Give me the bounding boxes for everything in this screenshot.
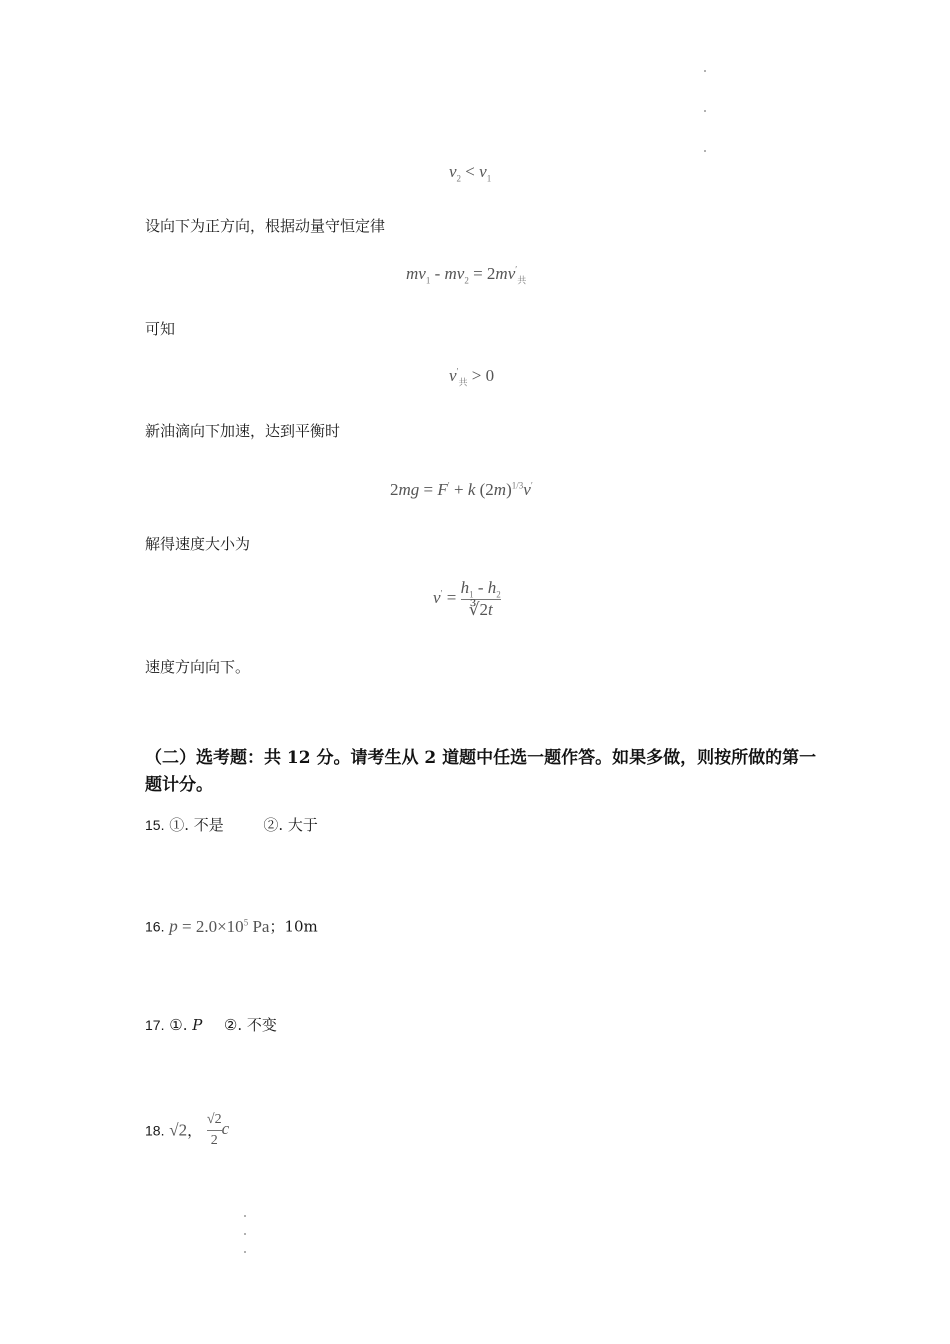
scan-dot [244,1233,246,1235]
answer-17 [145,1015,277,1035]
text-line-3: 新油滴向下加速，达到平衡时 [145,422,341,440]
equation-velocity-result: v′ = $\frac{h_1 - h_2}{∛2t}$ [433,578,501,620]
equation-balance: 2mg = F′ + k $(2m)^{1/3}v'$ [390,480,533,499]
answer-17-number: 17. [145,1017,165,1033]
answer-17-variable: P [192,1016,203,1034]
answer-16-formula: $p = 2.0\times 10^5$ Pa [169,916,270,936]
answer-15 [145,815,318,835]
text-line-4: 解得速度大小为 [145,535,251,553]
text-line-5: 速度方向向下。 [145,658,251,676]
answer-18-number: 18. [145,1122,165,1139]
scan-dot [704,150,706,152]
answer-16-number: 16. [145,918,165,935]
text-line-1: 设向下为正方向，根据动量守恒定律 [145,217,386,235]
scan-dot [244,1251,246,1253]
scan-dot [704,70,706,72]
text-line-2: 可知 [145,320,176,338]
answer-16 [145,912,318,937]
answer-17-part2: ②. 不变 [223,1016,277,1034]
equation-velocity-compare: $v_2 < v_1$ [449,162,492,184]
answer-16-part2: 10m [284,917,318,936]
section-heading: （二）选考题：共 12 分。请考生从 2 道题中任选一题作答。如果多做，则按所做的第一题计分。 [145,748,817,795]
scan-dot [244,1215,246,1217]
answer-15-part2: ②. 大于 [263,816,318,834]
answer-15-part1: ①. 不是 [169,816,224,834]
equation-momentum: $mv_1 - mv_2 = 2mv'_共$ [406,264,527,286]
answer-17-mark1: ①. [169,1016,188,1034]
answer-16-separator: ； [269,917,285,936]
answer-18-part1: √2 [169,1120,188,1140]
answer-15-number: 15. [145,817,165,833]
answer-18-part2: $\frac{√2}{2}$ c [206,1112,230,1148]
scan-dot [704,110,706,112]
answer-18 [145,1110,229,1151]
equation-common-velocity: $v'_共 > 0$ [449,366,495,388]
answer-18-separator: ， [187,1121,203,1140]
